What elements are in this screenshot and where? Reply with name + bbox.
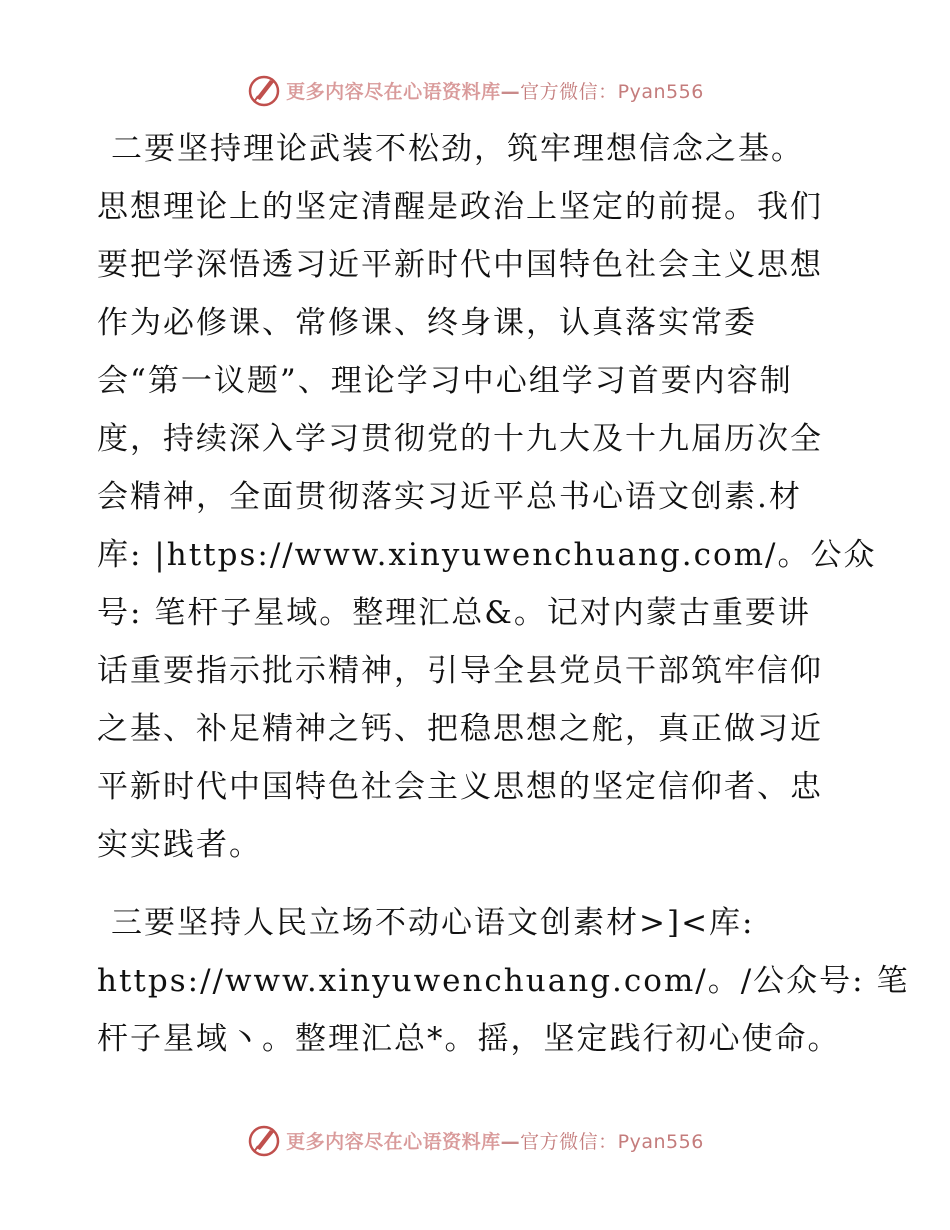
banner-title: 更多内容尽在心语资料库 [286, 80, 501, 103]
header-banner [0, 70, 950, 110]
banner-separator: — [500, 80, 521, 103]
text-line: https://www.xinyuwenchuang.com/。/公众号: 笔 [97, 963, 910, 999]
text-line: 实实践者。 [97, 827, 262, 863]
text-line: 号: 笔杆子星域。整理汇总&。记对内蒙古重要讲 [97, 595, 811, 631]
banner-title: 更多内容尽在心语资料库 [286, 1130, 501, 1153]
text-line: 思想理论上的坚定清醒是政治上坚定的前提。我们 [97, 189, 823, 225]
text-line: 库: |https://www.xinyuwenchuang.com/。公众 [97, 537, 877, 573]
banner-label [286, 77, 704, 104]
footer-banner [0, 1120, 950, 1160]
document-body [97, 120, 910, 1068]
quill-pen-logo-icon [246, 72, 282, 108]
paragraph-1 [97, 120, 877, 874]
text-line: 之基、补足精神之钙、把稳思想之舵，真正做习近 [97, 711, 823, 747]
text-line: 平新时代中国特色社会主义思想的坚定信仰者、忠 [97, 769, 823, 805]
banner-separator: — [500, 1130, 521, 1153]
text-line: 话重要指示批示精神，引导全县党员干部筑牢信仰 [97, 653, 823, 689]
banner-contact: 官方微信：Pyan556 [520, 80, 704, 103]
text-line: 三要坚持人民立场不动心语文创素材>]<库: [111, 905, 755, 941]
text-line: 度，持续深入学习贯彻党的十九大及十九届历次全 [97, 421, 823, 457]
text-line: 杆子星域丶。整理汇总*。摇，坚定践行初心使命。 [97, 1021, 841, 1057]
text-line: 会“第一议题”、理论学习中心组学习首要内容制 [97, 363, 793, 399]
text-line: 会精神，全面贯彻落实习近平总书心语文创素.材 [97, 479, 802, 515]
banner-label [286, 1127, 704, 1154]
text-line: 作为必修课、常修课、终身课，认真落实常委 [97, 305, 757, 341]
text-line: 二要坚持理论武装不松劲，筑牢理想信念之基。 [111, 131, 804, 167]
paragraph-2 [97, 894, 910, 1068]
quill-pen-logo-icon [246, 1122, 282, 1158]
banner-contact: 官方微信：Pyan556 [520, 1130, 704, 1153]
text-line: 要把学深悟透习近平新时代中国特色社会主义思想 [97, 247, 823, 283]
